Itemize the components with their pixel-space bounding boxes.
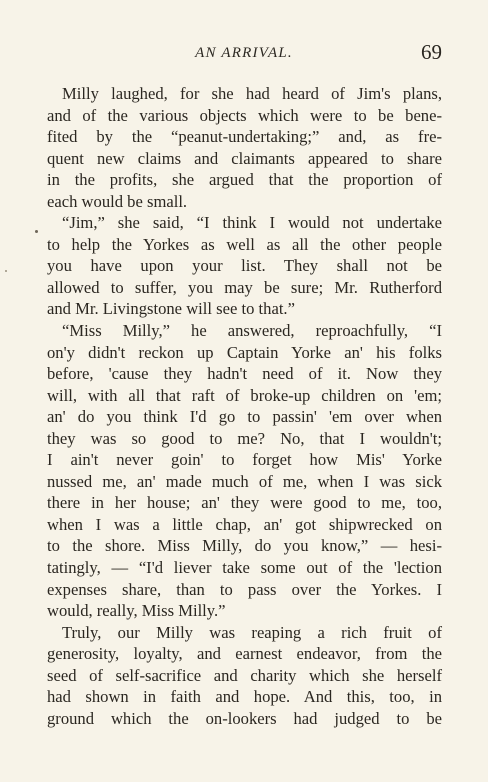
text-line: before, 'cause they hadn't need of it. Now they	[47, 364, 442, 384]
text-line: an' do you think I'd go to passin' 'em over when	[47, 407, 442, 427]
text-line: to the shore. Miss Milly, do you know,” — hesi-	[47, 536, 442, 556]
text-line: tatingly, — “I'd liever take some out of the 'lection	[47, 558, 442, 578]
text-line: you have upon your list. They shall not be	[47, 256, 442, 276]
text-line: when I was a little chap, an' got shipwrecked on	[47, 514, 442, 534]
text-line: Milly laughed, for she had heard of Jim's plans,	[62, 84, 442, 103]
text-line: to help the Yorkes as well as all the other people	[47, 234, 442, 254]
text-line: seed of self-sacrifice and charity which she herself	[47, 665, 442, 685]
text-line: quent new claims and claimants appeared to share	[47, 148, 442, 168]
text-line: will, with all that raft of broke-up children on 'em;	[47, 385, 442, 405]
text-line: would, really, Miss Milly.”	[47, 601, 226, 621]
text-line: each would be small.	[47, 191, 188, 211]
text-line: fited by the “peanut-undertaking;” and, as fre-	[47, 127, 442, 147]
text-line: in the profits, she argued that the proportion of	[47, 170, 442, 190]
text-line: Truly, our Milly was reaping a rich fruit of	[62, 622, 442, 642]
text-line: had shown in faith and hope. And this, too, in	[47, 687, 442, 707]
text-line: and of the various objects which were to be bene-	[47, 105, 442, 125]
text-line: ground which the on-lookers had judged to be	[47, 708, 442, 728]
text-line: I ain't never goin' to forget how Mis' Yorke	[47, 450, 442, 470]
running-head: AN ARRIVAL.	[195, 45, 293, 61]
text-line: “Jim,” she said, “I think I would not undertake	[62, 213, 442, 233]
text-line: expenses share, than to pass over the Yorkes. I	[47, 579, 442, 599]
margin-mark	[35, 230, 38, 233]
margin-speck	[5, 270, 7, 272]
text-line: “Miss Milly,” he answered, reproachfully, “I	[62, 321, 442, 341]
page-header	[46, 40, 442, 70]
text-line: they was so good to me? No, that I wouldn't;	[47, 428, 442, 448]
text-line: on'y didn't reckon up Captain Yorke an' his folks	[47, 342, 442, 362]
body-text	[47, 83, 442, 729]
text-line: and Mr. Livingstone will see to that.”	[47, 299, 295, 319]
text-line: generosity, loyalty, and earnest endeavor, from the	[47, 644, 442, 664]
text-line: allowed to suffer, you may be sure; Mr. Rutherford	[47, 277, 442, 297]
text-line: nussed me, an' made much of me, when I was sick	[47, 471, 442, 491]
text-line: there in her house; an' they were good to me, too,	[47, 493, 442, 513]
page-number: 69	[421, 40, 442, 64]
